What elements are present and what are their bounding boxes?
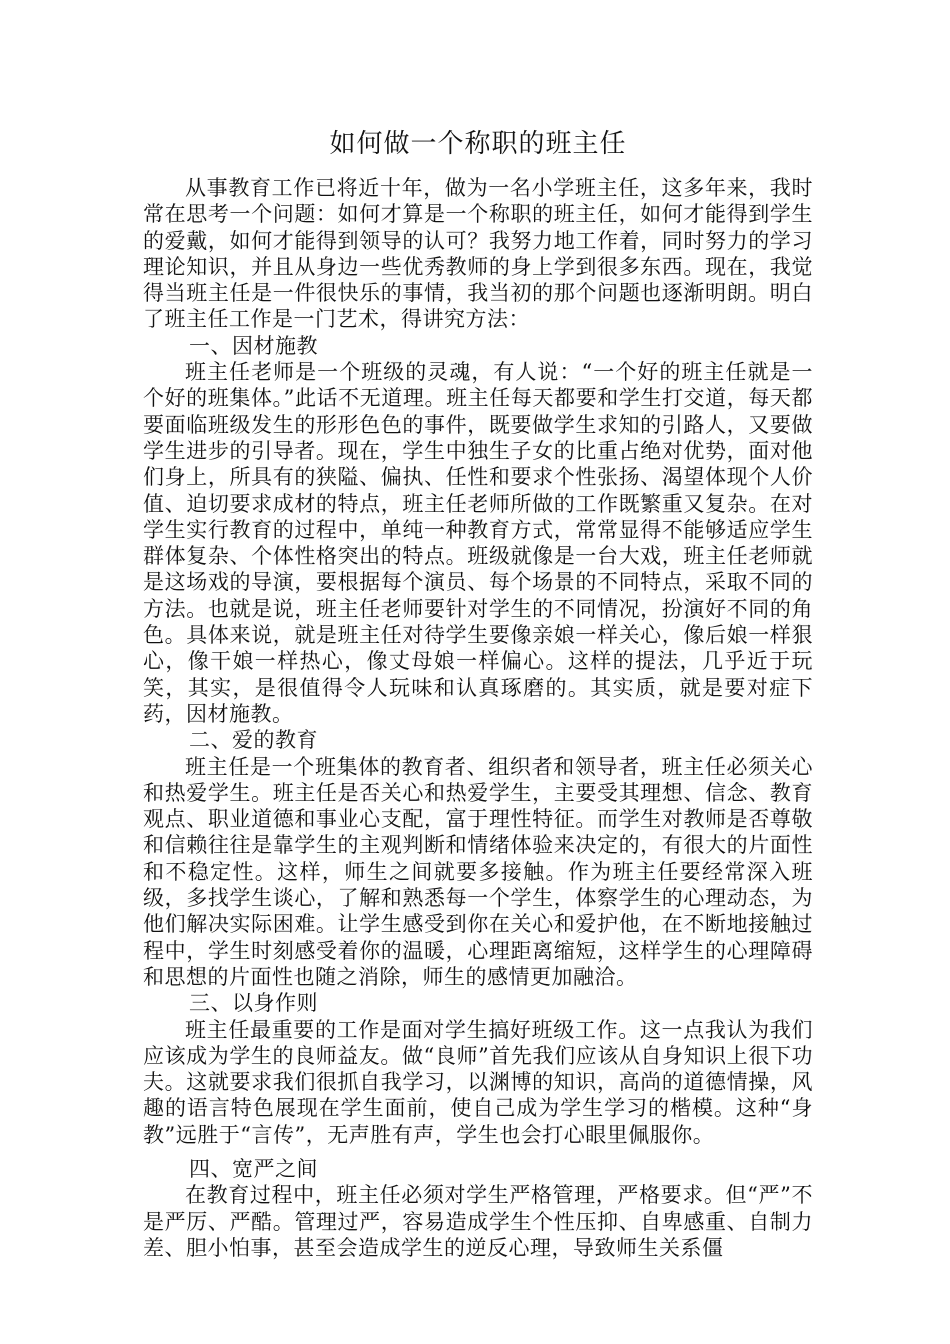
section-body-3: 班主任最重要的工作是面对学生搞好班级工作。这一点我认为我们应该成为学生的良师益友。做“良师”首先我们应该从自身知识上很下功夫。这就要求我们很抓自我学习，以渊博的知识，高尚的道德情操，风趣的语言特色展现在学生面前，使自己成为学生学习的楷模。这种“身教”远胜于“言传”，无声胜有声，学生也会打心眼里佩服你。: [143, 1017, 813, 1147]
section-heading-1: 一、因材施教: [189, 333, 318, 358]
section-heading-2: 二、爱的教育: [189, 728, 318, 753]
document-page: [143, 127, 813, 1261]
intro-paragraph: 从事教育工作已将近十年，做为一名小学班主任，这多年来，我时常在思考一个问题：如何才算是一个称职的班主任，如何才能得到学生的爱戴，如何才能得到领导的认可？我努力地工作着，同时努力的学习理论知识，并且从身边一些优秀教师的身上学到很多东西。现在，我觉得当班主任是一件很快乐的事情，我当初的那个问题也逐渐明朗。明白了班主任工作是一门艺术，得讲究方法：: [143, 176, 813, 332]
document-title: 如何做一个称职的班主任: [329, 129, 627, 159]
section-heading-4: 四、宽严之间: [189, 1156, 318, 1181]
section-body-1: 班主任老师是一个班级的灵魂，有人说：“一个好的班主任就是一个好的班集体。”此话不无道理。班主任每天都要和学生打交道，每天都要面临班级发生的形形色色的事件，既要做学生求知的引路人，又要做学生进步的引导者。现在，学生中独生子女的比重占绝对优势，面对他们身上，所具有的狭隘、偏执、任性和要求个性张扬、渴望体现个人价值、迫切要求成材的特点，班主任老师所做的工作既繁重又复杂。在对学生实行教育的过程中，单纯一种教育方式，常常显得不能够适应学生群体复杂、个体性格突出的特点。班级就像是一台大戏，班主任老师就是这场戏的导演，要根据每个演员、每个场景的不同特点，采取不同的方法。也就是说，班主任老师要针对学生的不同情况，扮演好不同的角色。具体来说，就是班主任对待学生要像亲娘一样关心，像后娘一样狠心，像干娘一样热心，像丈母娘一样偏心。这样的提法，几乎近于玩笑，其实，是很值得令人玩味和认真琢磨的。其实质，就是要对症下药，因材施教。: [143, 360, 813, 726]
section-body-4: 在教育过程中，班主任必须对学生严格管理，严格要求。但“严”不是严厉、严酷。管理过严，容易造成学生个性压抑、自卑感重、自制力差、胆小怕事，甚至会造成学生的逆反心理，导致师生关系僵: [143, 1183, 813, 1260]
section-body-2: 班主任是一个班集体的教育者、组织者和领导者，班主任必须关心和热爱学生。班主任是否关心和热爱学生，主要受其理想、信念、教育观点、职业道德和事业心支配，富于理性特征。而学生对教师是否尊敬和信赖往往是靠学生的主观判断和情绪体验来决定的，有很大的片面性和不稳定性。这样，师生之间就要多接触。作为班主任要经常深入班级，多找学生谈心，了解和熟悉每一个学生，体察学生的心理动态，为他们解决实际困难。让学生感受到你在关心和爱护他，在不断地接触过程中，学生时刻感受着你的温暖，心理距离缩短，这样学生的心理障碍和思想的片面性也随之消除，师生的感情更加融洽。: [143, 754, 813, 989]
section-heading-3: 三、以身作则: [189, 991, 318, 1016]
